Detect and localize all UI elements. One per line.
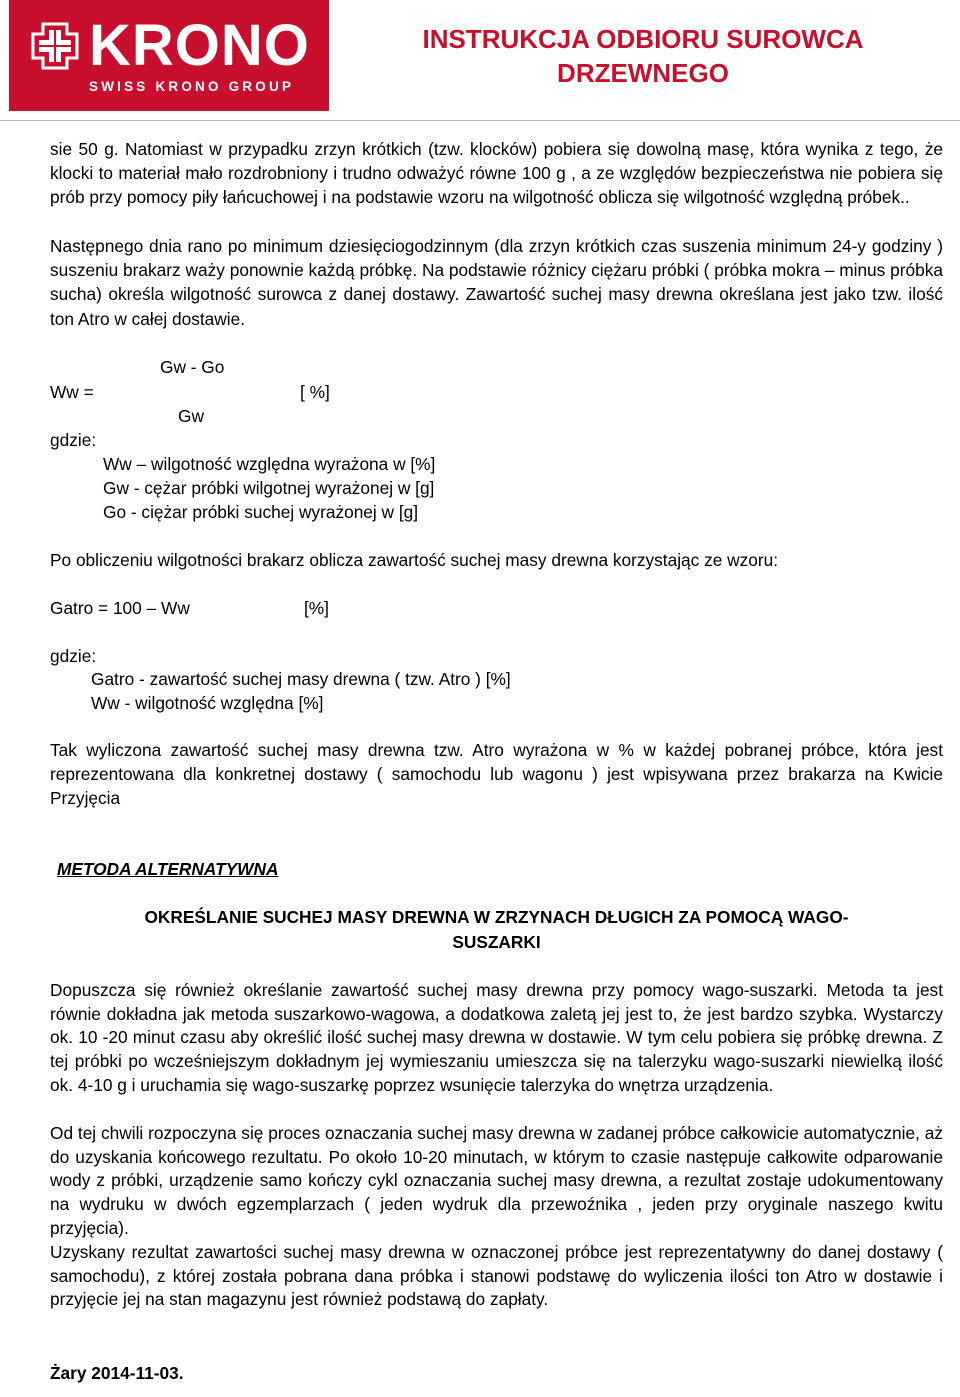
- definition-text: - cężar próbki wilgotnej wyrażonej w [g]: [133, 478, 435, 498]
- swiss-cross-emblem-icon: [29, 20, 81, 72]
- subsection-heading: [50, 905, 943, 955]
- document-title-line-2: DRZEWNEGO: [557, 58, 729, 88]
- formula2: [50, 597, 190, 619]
- definition-text: - wilgotność względna [%]: [124, 693, 324, 713]
- document-title: [362, 22, 924, 90]
- formula1-definition-2: [103, 477, 434, 499]
- paragraph-dryer-method: Dopuszcza się również określanie zawartość suchej masy drewna przy pomocy wago-suszarki. Metoda ta jest równie dokładna jak metoda suszarkowo-wagowa, a dodatkowa zaletą jej jest to, że jest bardzo szybka. Wystarczy ok. 10 -20 minut czasu aby określić ilość suchej masy drewna w dostawie. W tym celu pobiera się próbkę drewna. Z tej próbki po wcześniejszym dokładnym jej wymieszaniu umieszcza się na talerzyku wago-suszarki niewielką ilość ok. 4-10 g i uruchamia się wago-suszarkę poprzez wsunięcie talerzyka do wnętrza urządzenia.: [50, 980, 943, 1095]
- paragraph-atro-record: Tak wyliczona zawartość suchej masy drewna tzw. Atro wyrażona w % w każdej pobranej próbce, która jest reprezentowana dla konkretnej dostawy ( samochodu lub wagonu ) jest wpisywana przez brakarza na Kwicie Przyjęcia: [50, 740, 943, 809]
- formula2-where-label: gdzie:: [50, 646, 97, 666]
- document-title-line-1: INSTRUKCJA ODBIORU SUROWCA: [422, 24, 864, 54]
- formula1-unit: [ %]: [300, 382, 330, 402]
- paragraph-dry-mass-intro: Po obliczeniu wilgotności brakarz oblicza zawartość suchej masy drewna korzystając ze wzoru:: [50, 550, 779, 570]
- formula2-eq: = 100: [98, 598, 142, 618]
- subsection-heading-line-2: SUSZARKI: [452, 932, 541, 952]
- definition-text: - zawartość suchej masy drewna ( tzw. Atro ) [%]: [139, 669, 511, 689]
- section-heading: METODA ALTERNATYWNA: [57, 859, 279, 879]
- formula1-where-label: gdzie:: [50, 430, 97, 450]
- definition-text: – wilgotność względna wyrażona w [%]: [136, 454, 436, 474]
- formula2-lhs: Gatro: [50, 598, 94, 618]
- logo-wordmark: KRONO: [89, 13, 310, 78]
- formula2-unit: [%]: [304, 598, 329, 618]
- symbol: Ww: [91, 693, 120, 713]
- formula2-definition-2: [91, 692, 323, 714]
- paragraph-dryer-process: Od tej chwili rozpoczyna się proces oznaczania suchej masy drewna w zadanej próbce całkowicie automatycznie, aż do uzyskania końcowego rezultatu. Po około 10-20 minutach, w którym to czasie następuje całkowite odparowanie wody z próbki, urządzenie samo kończy cykl oznaczania suchej masy drewna, a rezultat zostaje udokumentowany na wydruku w dwóch egzemplarzach ( jeden wydruk dla przewoźnika , jeden przy oryginale naszego kwitu przyjęcia).: [50, 1123, 943, 1238]
- company-logo: [9, 0, 329, 111]
- symbol: Ww: [103, 454, 132, 474]
- paragraph-sampling: sie 50 g. Natomiast w przypadku zrzyn krótkich (tzw. klocków) pobiera się dowolną masę, która wynika z tego, że klocki to materiał mało rozdrobniony i trudno odważyć równe 100 g , a ze względów bezpieczeństwa nie pobiera się prób przy pomocy piły łańcuchowej i na podstawie wzoru na wilgotność oblicza się wilgotność względną próbek..: [50, 139, 943, 208]
- header-divider: [0, 120, 960, 121]
- formula1-definition-1: [103, 453, 435, 475]
- document-date: Żary 2014-11-03.: [50, 1363, 184, 1383]
- formula1-definition-3: [103, 501, 418, 523]
- formula1-denominator: Gw: [178, 406, 204, 426]
- paragraph-drying: Następnego dnia rano po minimum dziesięciogodzinnym (dla zrzyn krótkich czas suszenia minimum 24-y godziny ) suszeniu brakarz waży ponownie każdą próbkę. Na podstawie różnicy ciężaru próbki ( próbka mokra – minus próbka sucha) określa wilgotność surowca z danej dostawy. Zawartość suchej masy drewna określana jest jako tzw. ilość ton Atro w całej dostawie.: [50, 236, 943, 329]
- formula2-definition-1: [91, 668, 511, 690]
- logo-tagline: SWISS KRONO GROUP: [89, 79, 295, 94]
- symbol: Gw: [103, 478, 129, 498]
- symbol: Go: [103, 502, 127, 522]
- symbol: Gatro: [91, 669, 135, 689]
- formula1-numerator: Gw - Go: [160, 357, 225, 377]
- definition-text: - ciężar próbki suchej wyrażonej w [g]: [130, 502, 419, 522]
- formula1-lhs: Ww =: [50, 382, 94, 402]
- paragraph-result: Uzyskany rezultat zawartości suchej masy drewna w oznaczonej próbce jest reprezentatywny do danej dostawy ( samochodu), z której została pobrana dana próbka i stanowi podstawę do wyliczenia ilości ton Atro w dostawie i przyjęcie jej na stan magazynu jest również podstawą do zapłaty.: [50, 1242, 943, 1310]
- subsection-heading-line-1: OKREŚLANIE SUCHEJ MASY DREWNA W ZRZYNACH DŁUGICH ZA POMOCĄ WAGO-: [144, 907, 849, 927]
- formula2-rhs: – Ww: [146, 598, 190, 618]
